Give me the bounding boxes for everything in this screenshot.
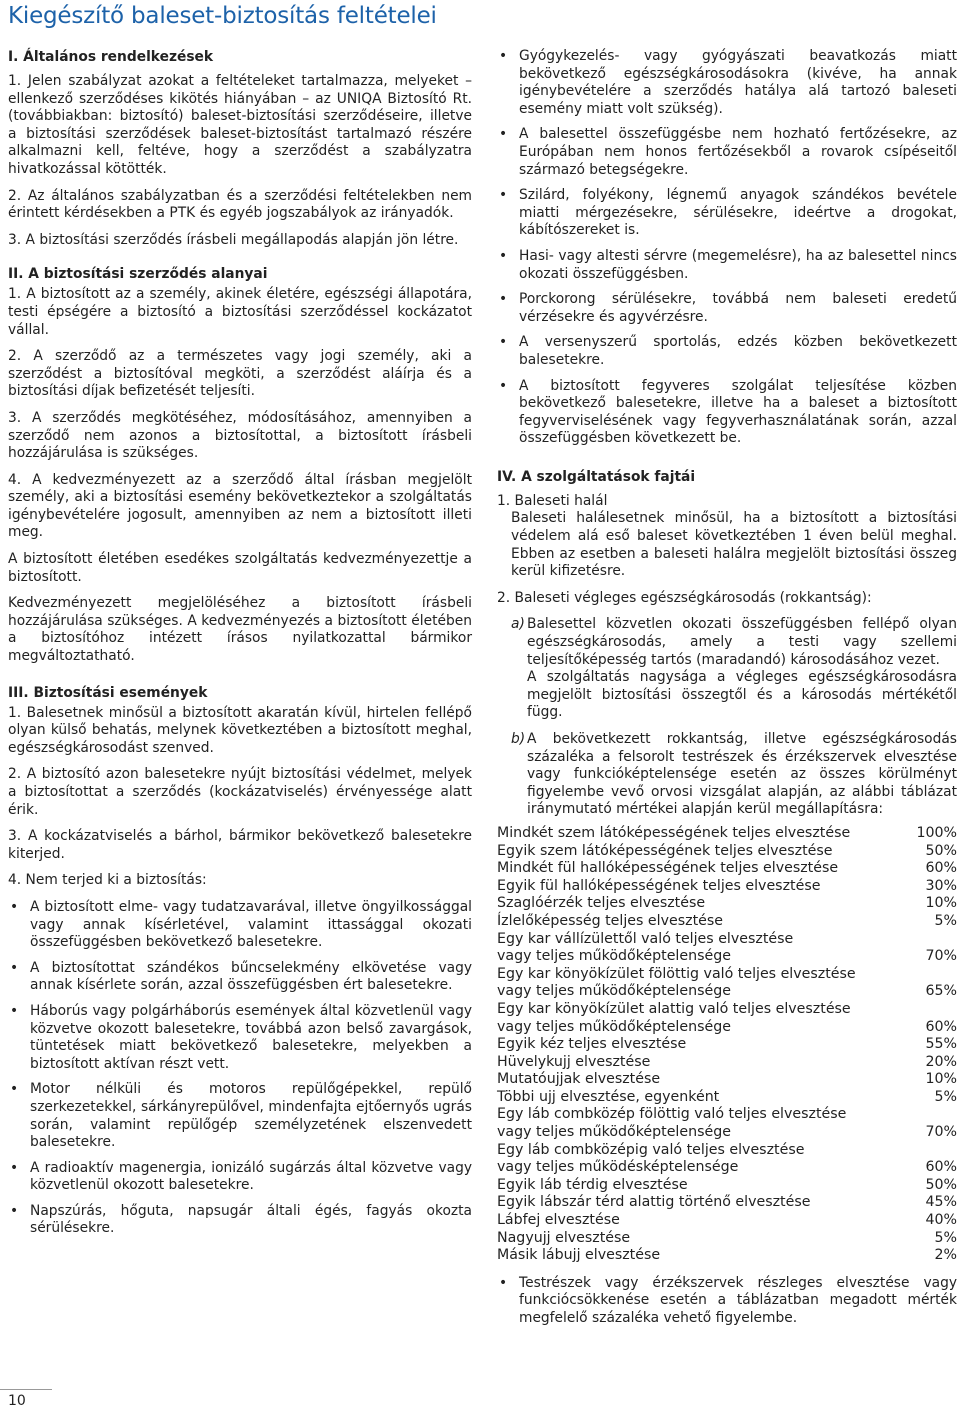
list-item: • A versenyszerű sportolás, edzés közben bekövetkezett balesetekre. (499, 334, 957, 368)
rate-value: 10% (925, 895, 957, 912)
table-row (497, 983, 957, 1001)
rate-value: 100% (916, 824, 957, 841)
section-heading: III. Biztosítási események (8, 684, 208, 701)
table-row (497, 1001, 957, 1019)
disability-rate-table (497, 825, 957, 1265)
rate-label: Egyik szem látóképességének teljes elvesztése (497, 842, 833, 859)
table-row (497, 895, 957, 913)
paragraph: Kedvezményezett megjelöléséhez a biztosított írásbeli hozzájárulása szükséges. A kedvezményezés a biztosított életében a biztosítóhoz intézett írásos nyilatkozattal bármikor megváltoztatható. (8, 595, 472, 665)
rate-value: 30% (925, 877, 957, 894)
rate-label: Másik lábujj elvesztése (497, 1247, 661, 1264)
rate-label: Egyik láb térdig elvesztése (497, 1176, 688, 1193)
rate-label: Nagyujj elvesztése (497, 1229, 631, 1246)
paragraph: 4. Nem terjed ki a biztosítás: (8, 872, 207, 889)
rate-label: Szaglóérzék teljes elvesztése (497, 895, 706, 912)
rate-label: Egyik lábszár térd alattig történő elvesztése (497, 1194, 811, 1211)
bullet-icon: • (499, 377, 508, 394)
rate-label: Egy láb combközép fölöttig való teljes elvesztése (497, 1106, 847, 1123)
bullet-icon: • (10, 898, 19, 915)
rate-label: Hüvelykujj elvesztése (497, 1053, 651, 1070)
item-letter: a) (511, 616, 525, 633)
rate-label: Mutatóujjak elvesztése (497, 1071, 661, 1088)
rate-label: Mindkét fül hallóképességének teljes elvesztése (497, 860, 839, 877)
list-item: • Testrészek vagy érzékszervek részleges elvesztése vagy funkciócsökkenése esetén a táblázatban megadott mérték megfelelő százaléka vehető figyelembe. (499, 1274, 957, 1326)
rate-label: Egy kar vállízülettől való teljes elvesztése (497, 930, 794, 947)
table-row (497, 1019, 957, 1037)
rate-label: Ízlelőképesség teljes elvesztése (497, 912, 723, 929)
table-row (497, 878, 957, 896)
list-item: • A biztosított fegyveres szolgálat teljesítése közben bekövetkező balesetekre, illetve ha a baleset a biztosított fegyverviselésének vagy fegyverhasználatának során, azzal összefüggésben következett be. (499, 377, 957, 447)
paragraph: 2. A szerződő az a természetes vagy jogi személy, aki a szerződést a biztosítóval megköti, a szerződést aláírja és a biztosítási díjak befizetését teljesíti. (8, 348, 472, 400)
rate-label: Egyik kéz teljes elvesztése (497, 1036, 687, 1053)
rate-value: 5% (934, 912, 957, 929)
rate-label-continued: vagy teljes működőképtelensége (497, 948, 731, 965)
rate-value: 70% (925, 1124, 957, 1141)
exclusions-list (8, 899, 472, 1238)
rate-value: 50% (925, 842, 957, 859)
rate-label-continued: vagy teljes működésképtelensége (497, 1159, 739, 1176)
rate-label: Mindkét szem látóképességének teljes elvesztése (497, 824, 851, 841)
item-b (497, 731, 957, 819)
section-heading: II. A biztosítási szerződés alanyai (8, 266, 268, 283)
rate-label: Lábfej elvesztése (497, 1212, 620, 1229)
rate-label: Egy kar könyökízület alattig való teljes elvesztése (497, 1000, 851, 1017)
paragraph: 3. A biztosítási szerződés írásbeli megállapodás alapján jön létre. (8, 231, 459, 248)
subsection-title: 1. Baleseti halál (497, 492, 608, 509)
list-item: • Szilárd, folyékony, légnemű anyagok szándékos bevétele miatti mérgezésekre, sérülésekre, ideértve a drogokat, kábítószereket is. (499, 187, 957, 239)
rate-value: 5% (934, 1088, 957, 1105)
right-column (497, 48, 957, 1336)
paragraph: 1. Jelen szabályzat azokat a feltételeket tartalmazza, melyeket – ellenkező szerződéses kikötés hiányában – az UNIQA Biztosító Rt. (továbbiakban: biztosító) baleset-biztosítási szerződéseire, illetve a biztosítási szerződések baleset-biztosítást tartalmazó részére alkalmazni kell, feltéve, hogy a szerződést a szabályzatra hivatkozással kötötték. (8, 73, 472, 177)
rate-value: 20% (925, 1053, 957, 1070)
rate-label: Egy kar könyökízület fölöttig való teljes elvesztése (497, 965, 856, 982)
rate-value: 40% (925, 1212, 957, 1229)
paragraph: 4. A kedvezményezett az a szerződő által írásban megjelölt személy, aki a biztosítási esemény bekövetkeztekor a szolgáltatás igénybevételére jogosult, amennyiben az nem a biztosított illeti meg. (8, 471, 472, 541)
rate-label-continued: vagy teljes működőképtelensége (497, 1018, 731, 1035)
table-row (497, 1071, 957, 1089)
table-row (497, 1212, 957, 1230)
table-row (497, 966, 957, 984)
rate-value: 5% (934, 1229, 957, 1246)
rate-value: 60% (925, 860, 957, 877)
rate-value: 60% (925, 1159, 957, 1176)
item-a (497, 616, 957, 722)
table-row (497, 931, 957, 949)
section-heading: I. Általános rendelkezések (8, 49, 214, 65)
paragraph: 1. Balesetnek minősül a biztosított akaratán kívül, hirtelen fellépő olyan külső behatás, melynek következtében a biztosított meghal, egészségkárosodást szenved. (8, 704, 472, 756)
final-list (497, 1275, 957, 1328)
rate-value: 45% (925, 1194, 957, 1211)
list-item: • Hasi- vagy altesti sérvre (megemelésre), ha az balesettel nincs okozati összefüggésben. (499, 247, 957, 282)
bullet-icon: • (499, 48, 508, 64)
bullet-icon: • (499, 187, 508, 204)
rate-label: Többi ujj elvesztése, egyenként (497, 1088, 720, 1105)
item-text: A bekövetkezett rokkantság, illetve egészségkárosodás százaléka a felsorolt testrészek és érzékszervek elvesztése vagy funkcióképtelensége esetén az összes körülményt figyelembe vevő orvosi vizsgálat alapján, az alábbi táblázat iránymutató mértékei alapján kerül megállapításra: (527, 731, 957, 818)
bullet-icon: • (10, 1159, 19, 1176)
bullet-icon: • (10, 1202, 19, 1219)
table-row (497, 1124, 957, 1142)
left-column (8, 48, 472, 1246)
table-row (497, 843, 957, 861)
list-item: • Porckorong sérülésekre, továbbá nem baleseti eredetű vérzésekre és agyvérzésre. (499, 291, 957, 325)
table-row (497, 1089, 957, 1107)
rate-value: 70% (925, 948, 957, 965)
table-row (497, 1036, 957, 1054)
table-row (497, 1054, 957, 1072)
rate-value: 65% (925, 983, 957, 1000)
table-row (497, 825, 957, 843)
rate-label-continued: vagy teljes működőképtelensége (497, 1124, 731, 1141)
paragraph: 3. A szerződés megkötéséhez, módosításához, amennyiben a szerződő nem azonos a biztosítottal, a biztosított írásbeli hozzájárulása is szükséges. (8, 409, 472, 462)
list-item: • Napszúrás, hőguta, napsugár általi égés, fagyás okozta sérülésekre. (10, 1202, 472, 1237)
bullet-icon: • (499, 1274, 508, 1291)
bullet-icon: • (499, 291, 508, 308)
rate-label: Egyik fül hallóképességének teljes elvesztése (497, 877, 821, 894)
rate-label-continued: vagy teljes működőképtelensége (497, 983, 731, 1000)
bullet-icon: • (10, 1002, 19, 1019)
list-item: • A radioaktív magenergia, ionizáló sugárzás által közvetve vagy közvetlenül okozott balesetekre. (10, 1159, 472, 1194)
item-text: A szolgáltatás nagysága a végleges egészségkárosodásra megjelölt biztosítási összegtől és a károsodás mértékétől függ. (527, 669, 957, 721)
rate-value: 60% (925, 1018, 957, 1035)
page-number: 10 (8, 1393, 26, 1409)
paragraph: 3. A kockázatviselés a bárhol, bármikor bekövetkező balesetekre kiterjed. (8, 828, 472, 862)
rate-value: 50% (925, 1176, 957, 1193)
paragraph: 2. Az általános szabályzatban és a szerződési feltételekben nem érintett kérdésekben a PTK és egyéb jogszabályok az irányadók. (8, 187, 472, 222)
table-row (497, 948, 957, 966)
rate-value: 55% (925, 1036, 957, 1053)
table-row (497, 1230, 957, 1248)
item-letter: b) (511, 731, 526, 747)
paragraph: Baleseti halálesetnek minősül, ha a biztosított a biztosítási védelem alá eső baleset következtében 1 éven belül meghal. Ebben az esetben a baleseti halálra megjelölt biztosítási összeg kerül kifizetésre. (511, 510, 957, 580)
paragraph: A biztosított életében esedékes szolgáltatás kedvezményezettje a biztosított. (8, 551, 472, 585)
bullet-icon: • (499, 126, 508, 143)
table-row (497, 1247, 957, 1265)
item-text: Balesettel közvetlen okozati összefüggésben fellépő olyan egészségkárosodás, amely a testi vagy szellemi teljesítőképesség tartós (maradandó) károsodásához vezet. (527, 616, 957, 668)
list-item: • A balesettel összefüggésbe nem hozható fertőzésekre, az Európában nem honos fertőzésekből a rovarok csípéseitől származó betegségekre. (499, 126, 957, 178)
subsection-title: 2. Baleseti végleges egészségkárosodás (rokkantság): (497, 589, 872, 606)
paragraph: 2. A biztosító azon balesetekre nyújt biztosítási védelmet, melyek a biztosítottat a szerződés (kockázatviselés) érvényessége alatt érik. (8, 766, 472, 818)
bullet-icon: • (10, 959, 19, 976)
list-item: • Háborús vagy polgárháborús események által közvetlenül vagy közvetve okozott balesetekre, továbbá azon belső zavargások, tüntetések miatt bekövetkező balesetekre, melyekben a biztosított aktívan részt vett. (10, 1002, 472, 1072)
table-row (497, 1177, 957, 1195)
table-row (497, 913, 957, 931)
list-item: • Gyógykezelés- vagy gyógyászati beavatkozás miatt bekövetkező egészségkárosodásokra (kivéve, ha annak igénybevételére a szerződés hatálya alá tartozó baleseti esemény miatt volt szükség). (499, 48, 957, 117)
page-title: Kiegészítő baleset-biztosítás feltételei (8, 3, 437, 29)
rate-value: 10% (925, 1071, 957, 1088)
table-row (497, 1142, 957, 1160)
bullet-icon: • (10, 1081, 19, 1098)
rate-label: Egy láb combközépig való teljes elvesztése (497, 1141, 805, 1158)
table-row (497, 1159, 957, 1177)
table-row (497, 1194, 957, 1212)
rate-value: 2% (934, 1247, 957, 1264)
list-item: • A biztosított elme- vagy tudatzavarával, illetve öngyilkossággal vagy annak kísérletével, valamint ittassággal okozati összefüggésben bekövetkező balesetekre. (10, 898, 472, 951)
list-item: • Motor nélküli és motoros repülőgépekkel, repülő szerkezetekkel, sárkányrepülővel, mindenfajta ejtőernyős ugrás során, valamint repülőgép személyzetének elszenvedett balesetekre. (10, 1081, 472, 1151)
paragraph: 1. A biztosított az a személy, akinek életére, egészségi állapotára, testi épségére a biztosító a biztosítási szerződéssel kockázatot vállal. (8, 286, 472, 338)
footer-rule (0, 1389, 52, 1390)
bullet-icon: • (499, 334, 508, 351)
exclusions-list-continued (497, 48, 957, 448)
list-item: • A biztosítottat szándékos bűncselekmény elkövetése vagy annak kísérlete során, azzal összefüggésben ért balesetekre. (10, 959, 472, 994)
bullet-icon: • (499, 247, 508, 264)
table-row (497, 1106, 957, 1124)
table-row (497, 860, 957, 878)
section-heading: IV. A szolgáltatások fajtái (497, 468, 696, 485)
